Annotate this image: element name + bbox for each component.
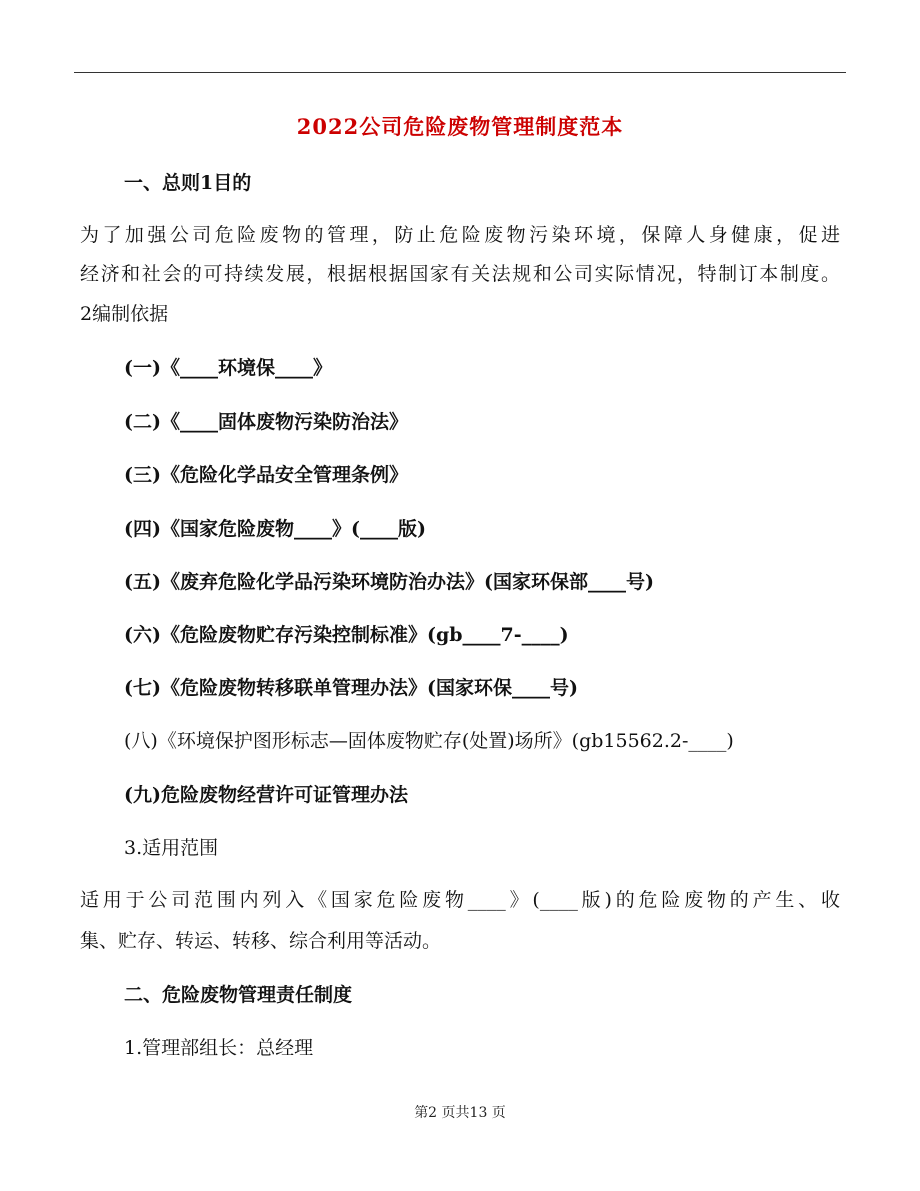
scope-line-1: 适用于公司范围内列入《国家危险废物____》(____版)的危险废物的产生、收 — [80, 889, 840, 911]
basis-item-3: (三)《危险化学品安全管理条例》 — [124, 464, 408, 486]
document-title: 2022公司危险废物管理制度范本 — [296, 114, 624, 139]
basis-item-8: (八)《环境保护图形标志—固体废物贮存(处置)场所》(gb15562.2-____) — [124, 730, 734, 752]
purpose-line-2: 经济和社会的可持续发展，根据根据国家有关法规和公司实际情况，特制订本制度。 — [80, 263, 840, 285]
basis-item-6: (六)《危险废物贮存污染控制标准》(gb____7-____) — [124, 624, 569, 646]
basis-item-4: (四)《国家危险废物____》(____版) — [124, 518, 426, 540]
section2-item-1: 1.管理部组长：总经理 — [124, 1037, 314, 1059]
purpose-line-1: 为了加强公司危险废物的管理，防止危险废物污染环境，保障人身健康，促进 — [80, 224, 840, 246]
basis-item-2: (二)《____固体废物污染防治法》 — [124, 411, 408, 433]
basis-item-9: (九)危险废物经营许可证管理办法 — [124, 784, 408, 806]
basis-item-1: (一)《____环境保____》 — [124, 357, 332, 379]
section2-heading: 二、危险废物管理责任制度 — [124, 984, 353, 1006]
section1-heading: 一、总则1目的 — [124, 172, 252, 194]
page-number: 第2 页共13 页 — [414, 1105, 506, 1121]
header-rule — [74, 72, 846, 73]
scope-heading: 3.适用范围 — [124, 837, 219, 859]
basis-item-5: (五)《废弃危险化学品污染环境防治办法》(国家环保部____号) — [124, 571, 654, 593]
basis-item-7: (七)《危险废物转移联单管理办法》(国家环保____号) — [124, 677, 578, 699]
basis-heading: 2编制依据 — [80, 303, 169, 325]
scope-line-2: 集、贮存、转运、转移、综合利用等活动。 — [80, 930, 442, 952]
